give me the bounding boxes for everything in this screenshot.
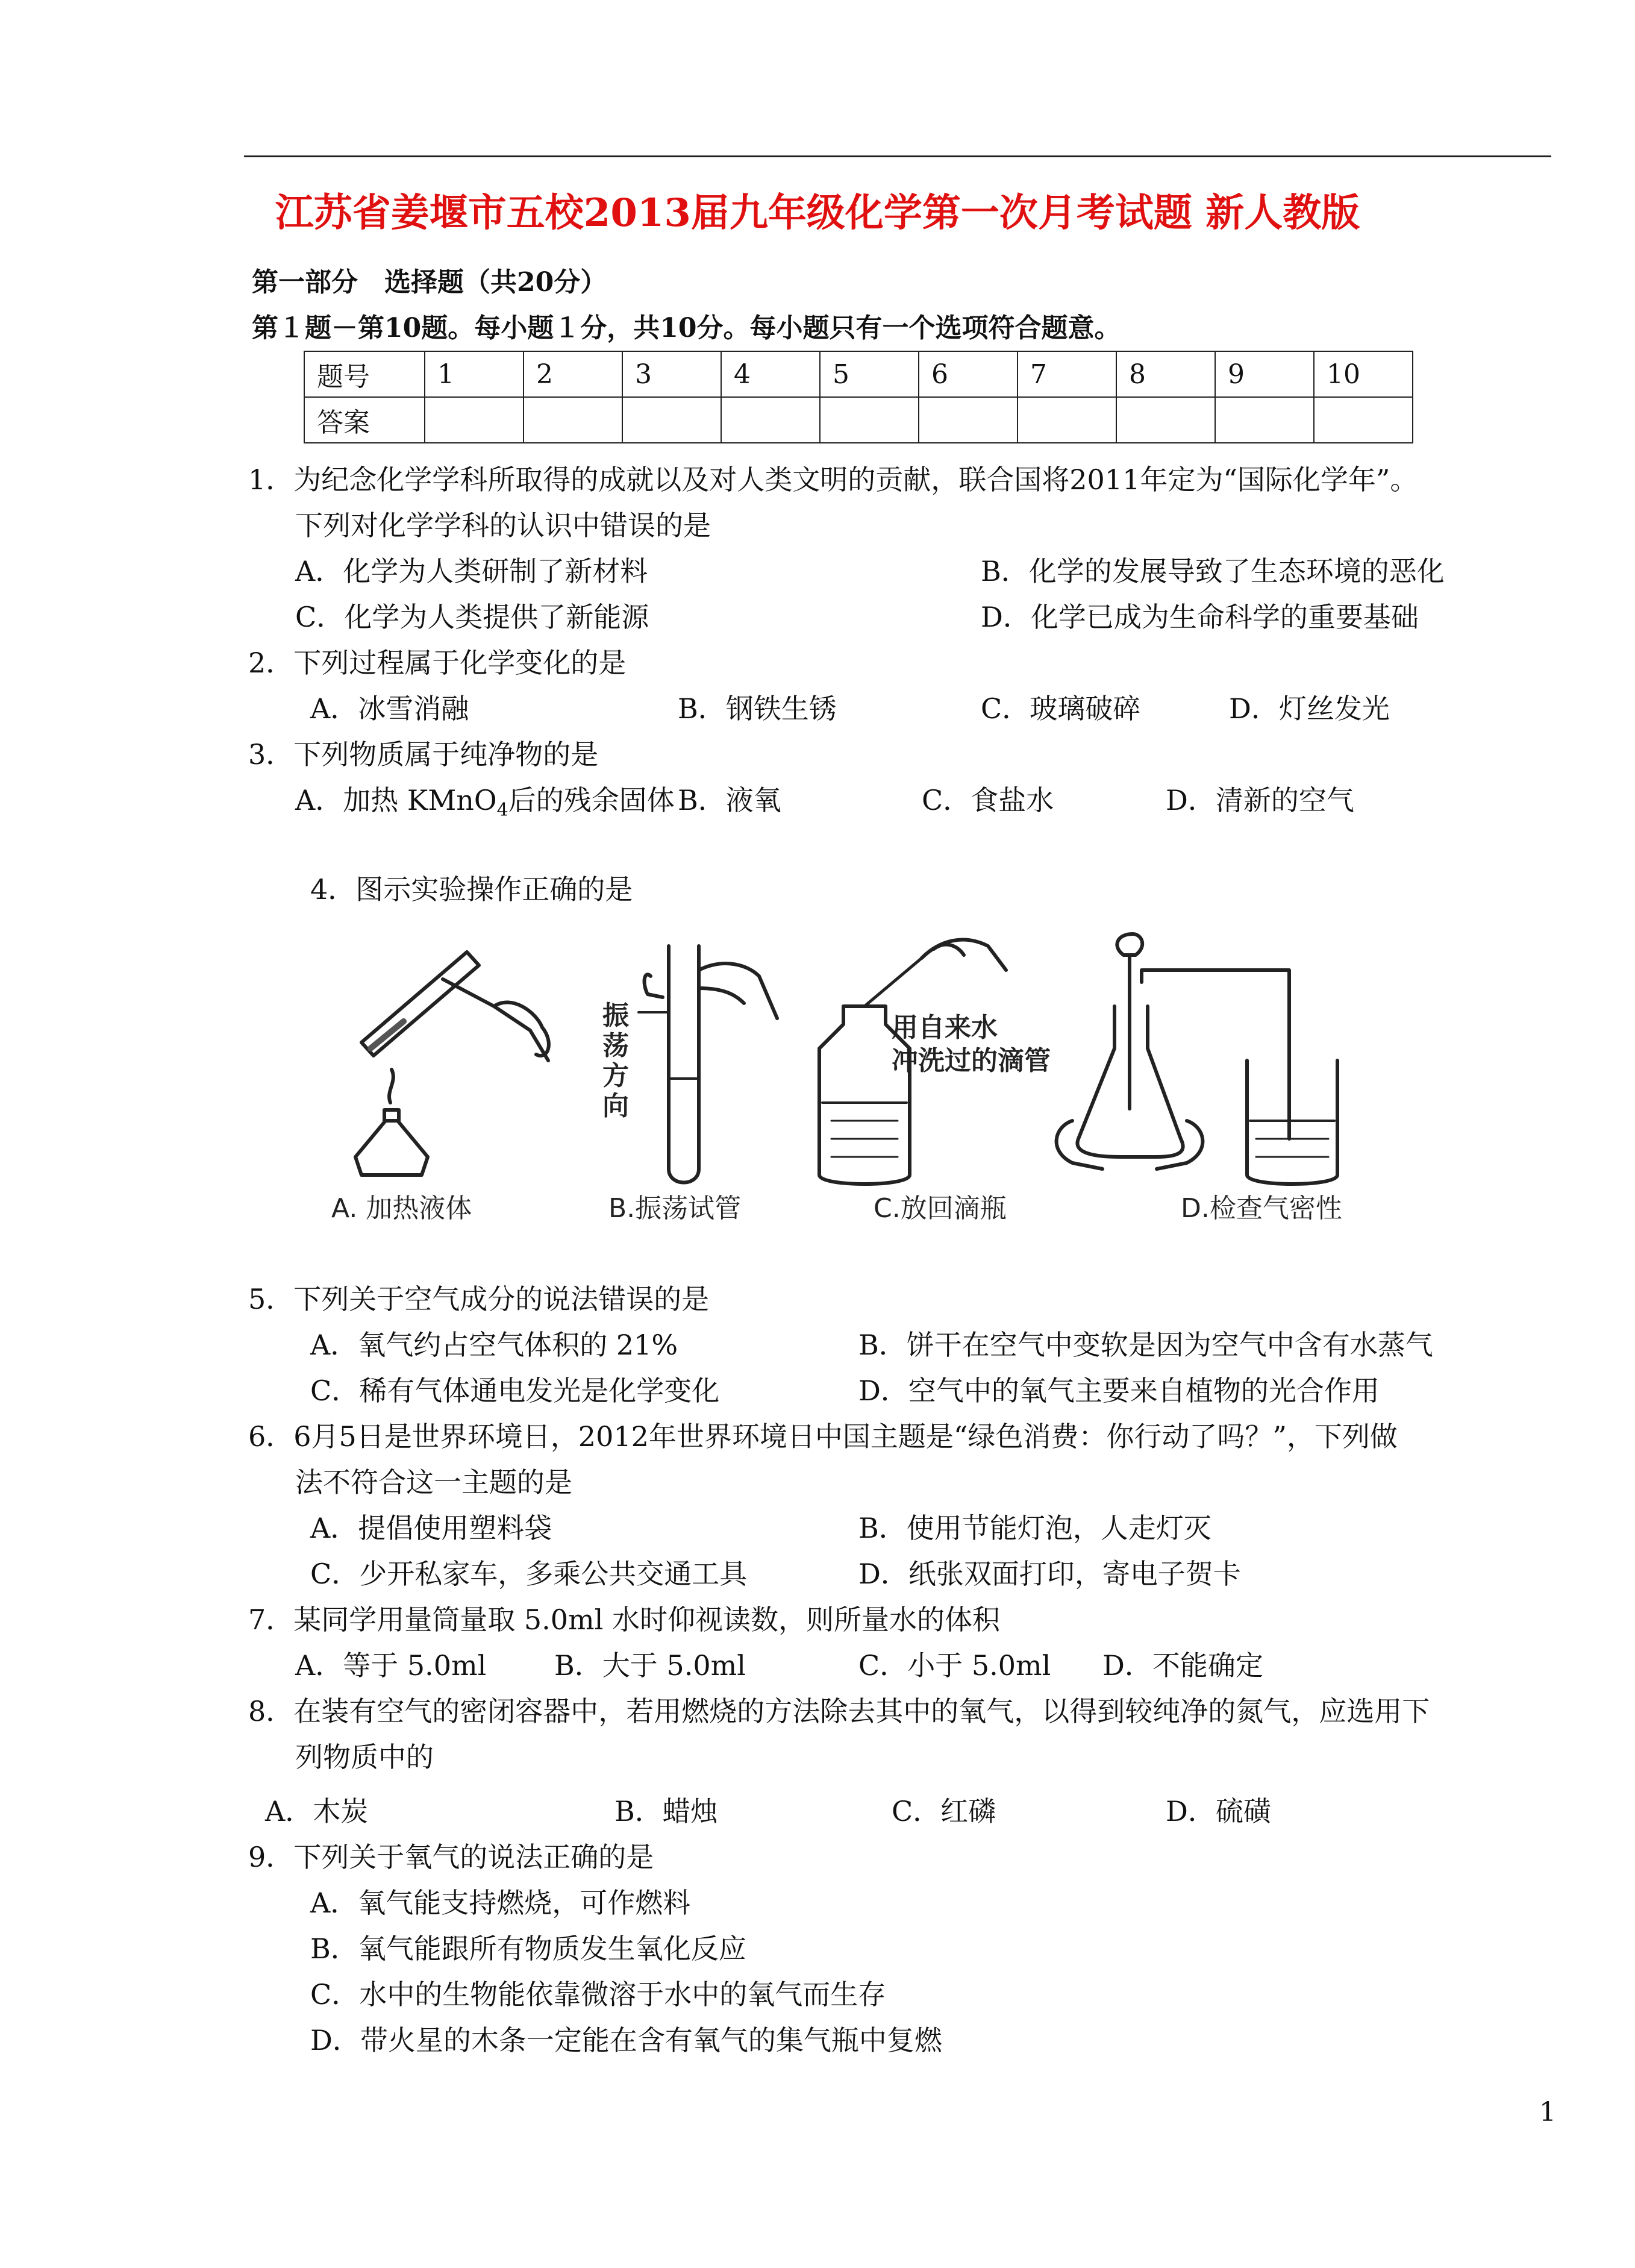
q3-option-c: C．食盐水 <box>922 784 1054 816</box>
q6-option-c: C．少开私家车，多乘公共交通工具 <box>310 1558 748 1590</box>
table-cell: 10 <box>1314 351 1413 397</box>
q5-stem: 5．下列关于空气成分的说法错误的是 <box>248 1283 710 1315</box>
figure-label-shake-3: 方 <box>602 1060 629 1091</box>
q1-option-a: A．化学为人类研制了新材料 <box>295 555 648 587</box>
answer-cell <box>524 397 622 443</box>
page-title: 江苏省姜堰市五校2013届九年级化学第一次月考试题 新人教版 <box>275 190 1360 236</box>
table-row <box>304 351 1413 397</box>
q1-stem-cont: 下列对化学学科的认识中错误的是 <box>295 509 711 542</box>
table-cell: 5 <box>820 351 919 397</box>
figure-label-shake-1: 振 <box>602 1000 629 1031</box>
heating-liquid-illustration <box>355 952 549 1175</box>
figure-label-tap-water: 用自来水 <box>892 1012 998 1043</box>
answer-cell <box>1215 397 1314 443</box>
answer-cell <box>1018 397 1116 443</box>
q1-option-b: B．化学的发展导致了生态环境的恶化 <box>981 555 1445 587</box>
table-cell: 9 <box>1215 351 1314 397</box>
q7-option-c: C．小于 5.0ml <box>858 1649 1051 1682</box>
q9-option-b: B．氧气能跟所有物质发生氧化反应 <box>310 1932 746 1965</box>
q8-stem-cont: 列物质中的 <box>295 1741 434 1773</box>
q2-option-d: D．灯丝发光 <box>1229 692 1390 725</box>
q3-option-a-pre: A．加热 KMnO <box>295 784 497 816</box>
table-cell: 1 <box>425 351 524 397</box>
figure-caption-d: D.检查气密性 <box>1181 1193 1342 1223</box>
table-cell: 8 <box>1116 351 1215 397</box>
q6-stem: 6．6月5日是世界环境日，2012年世界环境日中国主题是“绿色消费：你行动了吗？”，下列做 <box>248 1420 1398 1453</box>
q9-option-a: A．氧气能支持燃烧，可作燃料 <box>310 1887 691 1919</box>
instructions: 第１题－第10题。每小题１分，共10分。每小题只有一个选项符合题意。 <box>252 313 1121 343</box>
q2-stem: 2．下列过程属于化学变化的是 <box>248 647 627 679</box>
q6-option-b: B．使用节能灯泡，人走灯灭 <box>858 1512 1211 1544</box>
answer-table <box>304 351 1413 443</box>
q8-option-a: A．木炭 <box>265 1795 369 1828</box>
figure-caption-c: C.放回滴瓶 <box>874 1193 1007 1223</box>
q8-option-c: C．红磷 <box>892 1795 996 1828</box>
q3-stem: 3．下列物质属于纯净物的是 <box>248 738 599 771</box>
figure-label-rinsed-dropper: 冲洗过的滴管 <box>892 1045 1051 1076</box>
q6-option-a: A．提倡使用塑料袋 <box>310 1512 552 1544</box>
airtightness-check-illustration <box>1057 934 1337 1184</box>
shaking-tube-illustration <box>639 946 777 1183</box>
answer-cell <box>425 397 524 443</box>
header-rule <box>244 155 1551 157</box>
table-cell: 2 <box>524 351 622 397</box>
table-cell: 7 <box>1018 351 1116 397</box>
figure-caption-a: A. 加热液体 <box>331 1193 472 1223</box>
q2-option-a: A．冰雪消融 <box>310 692 469 725</box>
answer-cell <box>1116 397 1215 443</box>
q5-option-d: D．空气中的氧气主要来自植物的光合作用 <box>858 1374 1380 1407</box>
q3-option-a-post: 后的残余固体 <box>508 784 675 816</box>
table-cell: 3 <box>622 351 721 397</box>
q3-option-d: D．清新的空气 <box>1166 784 1354 816</box>
answer-cell <box>1314 397 1413 443</box>
answer-cell <box>622 397 721 443</box>
answer-cell <box>820 397 919 443</box>
q8-stem: 8．在装有空气的密闭容器中，若用燃烧的方法除去其中的氧气，以得到较纯净的氮气，应选用下 <box>248 1695 1430 1728</box>
page-number: 1 <box>1539 2097 1556 2128</box>
q1-option-c: C．化学为人类提供了新能源 <box>295 601 649 633</box>
answer-cell <box>919 397 1018 443</box>
figure-label-shake-4: 向 <box>602 1091 629 1121</box>
figure-label-shake-2: 荡 <box>602 1030 629 1061</box>
q6-stem-cont: 法不符合这一主题的是 <box>295 1466 572 1499</box>
q5-option-b: B．饼干在空气中变软是因为空气中含有水蒸气 <box>858 1329 1433 1361</box>
answer-cell <box>721 397 820 443</box>
q7-option-a: A．等于 5.0ml <box>295 1649 487 1682</box>
table-row <box>304 397 1413 443</box>
table-cell: 题号 <box>304 351 425 397</box>
q7-option-b: B．大于 5.0ml <box>554 1649 746 1682</box>
q5-option-c: C．稀有气体通电发光是化学变化 <box>310 1374 720 1407</box>
q8-option-d: D．硫磺 <box>1166 1795 1271 1828</box>
q7-option-d: D．不能确定 <box>1102 1649 1263 1682</box>
table-cell: 6 <box>919 351 1018 397</box>
q3-option-b: B．液氧 <box>678 784 781 816</box>
q5-option-a: A．氧气约占空气体积的 21% <box>310 1329 678 1361</box>
figure-caption-b: B.振荡试管 <box>608 1193 742 1223</box>
q9-stem: 9．下列关于氧气的说法正确的是 <box>248 1841 654 1873</box>
q8-option-b: B．蜡烛 <box>614 1795 718 1828</box>
q1-stem: 1．为纪念化学学科所取得的成就以及对人类文明的贡献，联合国将2011年定为“国际化学年”。 <box>248 463 1418 496</box>
table-cell: 4 <box>721 351 820 397</box>
q7-stem: 7．某同学用量筒量取 5.0ml 水时仰视读数，则所量水的体积 <box>248 1603 1000 1636</box>
q3-option-a <box>295 778 675 821</box>
q2-option-c: C．玻璃破碎 <box>981 692 1141 725</box>
section-heading: 第一部分 选择题（共20分） <box>252 267 607 298</box>
q4-stem: 4．图示实验操作正确的是 <box>310 873 633 906</box>
q9-option-c: C．水中的生物能依靠微溶于水中的氧气而生存 <box>310 1978 886 2011</box>
q6-option-d: D．纸张双面打印，寄电子贺卡 <box>858 1558 1241 1590</box>
q9-option-d: D．带火星的木条一定能在含有氧气的集气瓶中复燃 <box>310 2024 942 2057</box>
q1-option-d: D．化学已成为生命科学的重要基础 <box>981 601 1419 633</box>
q3-option-a-sub: 4 <box>496 800 508 821</box>
table-cell: 答案 <box>304 397 425 443</box>
q2-option-b: B．钢铁生锈 <box>678 692 837 725</box>
experiment-figure <box>313 922 1398 1223</box>
